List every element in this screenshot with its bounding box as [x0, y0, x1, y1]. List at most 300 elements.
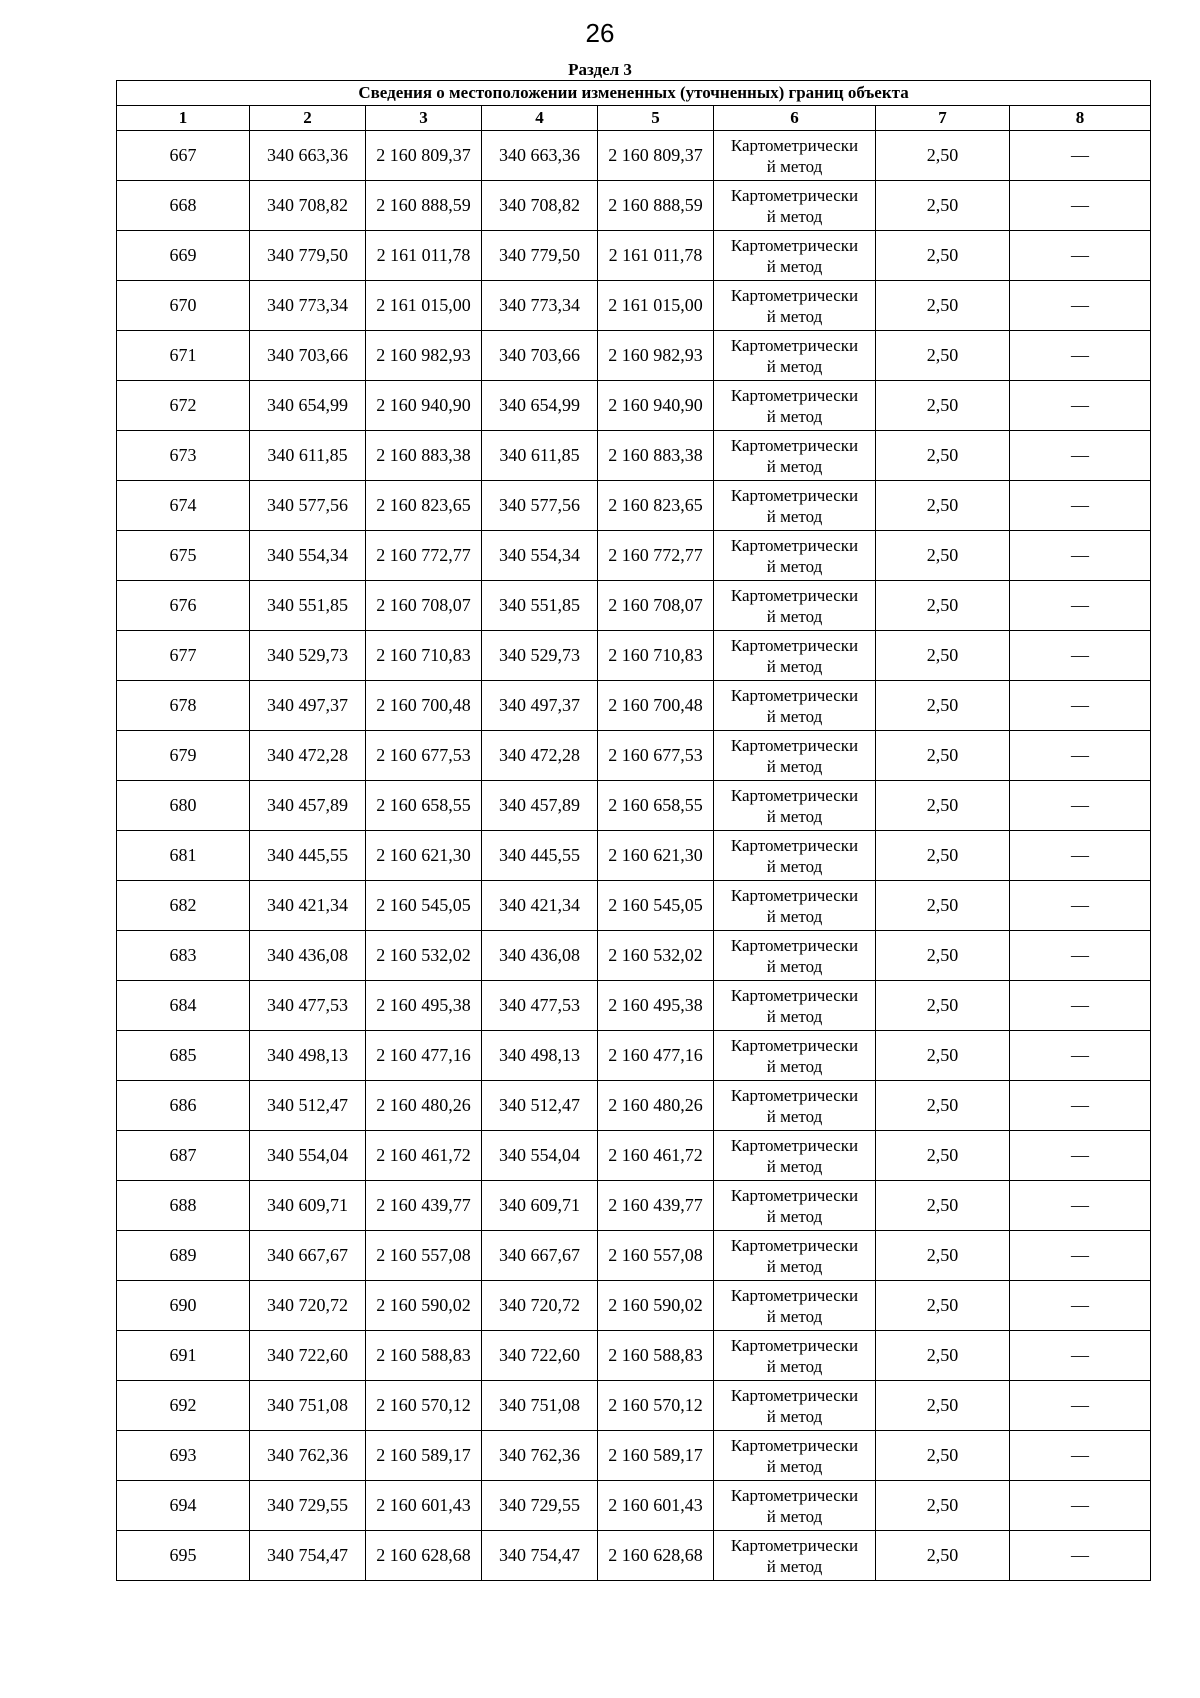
method-cell [714, 381, 876, 431]
existing-x-cell: 340 497,37 [250, 681, 366, 731]
point-number-cell: 677 [117, 631, 250, 681]
existing-x-cell: 340 729,55 [250, 1481, 366, 1531]
description-cell: — [1010, 1381, 1151, 1431]
method-line-1: Картометрически [730, 385, 859, 405]
method-line-1: Картометрически [730, 335, 859, 355]
refined-y-cell: 2 160 940,90 [598, 381, 714, 431]
precision-cell: 2,50 [876, 131, 1010, 181]
refined-y-cell: 2 160 700,48 [598, 681, 714, 731]
description-cell: — [1010, 281, 1151, 331]
method-cell [714, 231, 876, 281]
refined-x-cell: 340 667,67 [482, 1231, 598, 1281]
refined-y-cell: 2 160 628,68 [598, 1531, 714, 1581]
method-line-1: Картометрически [730, 1535, 859, 1555]
refined-y-cell: 2 160 557,08 [598, 1231, 714, 1281]
refined-y-cell: 2 160 809,37 [598, 131, 714, 181]
precision-cell: 2,50 [876, 631, 1010, 681]
description-cell: — [1010, 881, 1151, 931]
page-number: 26 [585, 18, 615, 48]
method-line-2: й метод [766, 856, 823, 876]
point-number-cell: 679 [117, 731, 250, 781]
method-line-2: й метод [766, 356, 823, 376]
existing-x-cell: 340 551,85 [250, 581, 366, 631]
method-line-2: й метод [766, 756, 823, 776]
description-cell: — [1010, 631, 1151, 681]
point-number-cell: 673 [117, 431, 250, 481]
method-cell [714, 1281, 876, 1331]
description-cell: — [1010, 381, 1151, 431]
table-row [117, 981, 1151, 1031]
existing-x-cell: 340 421,34 [250, 881, 366, 931]
existing-y-cell: 2 160 809,37 [366, 131, 482, 181]
method-cell [714, 1181, 876, 1231]
point-number-cell: 692 [117, 1381, 250, 1431]
description-cell: — [1010, 231, 1151, 281]
refined-y-cell: 2 160 772,77 [598, 531, 714, 581]
method-line-2: й метод [766, 1556, 823, 1576]
existing-y-cell: 2 160 677,53 [366, 731, 482, 781]
refined-y-cell: 2 161 015,00 [598, 281, 714, 331]
method-cell [714, 1081, 876, 1131]
precision-cell: 2,50 [876, 381, 1010, 431]
description-cell: — [1010, 1081, 1151, 1131]
point-number-cell: 687 [117, 1131, 250, 1181]
existing-x-cell: 340 762,36 [250, 1431, 366, 1481]
existing-x-cell: 340 609,71 [250, 1181, 366, 1231]
section-title: Раздел 3 [568, 60, 632, 79]
method-line-1: Картометрически [730, 1185, 859, 1205]
description-cell: — [1010, 781, 1151, 831]
existing-x-cell: 340 720,72 [250, 1281, 366, 1331]
description-cell: — [1010, 1531, 1151, 1581]
table-row [117, 881, 1151, 931]
method-line-1: Картометрически [730, 985, 859, 1005]
refined-y-cell: 2 160 532,02 [598, 931, 714, 981]
existing-y-cell: 2 160 589,17 [366, 1431, 482, 1481]
description-cell: — [1010, 981, 1151, 1031]
precision-cell: 2,50 [876, 281, 1010, 331]
refined-x-cell: 340 779,50 [482, 231, 598, 281]
refined-y-cell: 2 160 621,30 [598, 831, 714, 881]
description-cell: — [1010, 931, 1151, 981]
refined-y-cell: 2 160 439,77 [598, 1181, 714, 1231]
method-line-1: Картометрически [730, 1335, 859, 1355]
column-number-1: 1 [117, 106, 250, 131]
table-row [117, 1181, 1151, 1231]
refined-x-cell: 340 751,08 [482, 1381, 598, 1431]
point-number-cell: 676 [117, 581, 250, 631]
method-line-1: Картометрически [730, 1235, 859, 1255]
refined-x-cell: 340 512,47 [482, 1081, 598, 1131]
method-cell [714, 131, 876, 181]
method-line-1: Картометрически [730, 1485, 859, 1505]
table-body [117, 131, 1151, 1581]
refined-y-cell: 2 160 570,12 [598, 1381, 714, 1431]
table-row [117, 1431, 1151, 1481]
table-row [117, 1531, 1151, 1581]
point-number-cell: 670 [117, 281, 250, 331]
existing-x-cell: 340 554,04 [250, 1131, 366, 1181]
existing-y-cell: 2 160 708,07 [366, 581, 482, 631]
precision-cell: 2,50 [876, 1431, 1010, 1481]
refined-y-cell: 2 161 011,78 [598, 231, 714, 281]
table-row [117, 831, 1151, 881]
description-cell: — [1010, 331, 1151, 381]
refined-x-cell: 340 497,37 [482, 681, 598, 731]
precision-cell: 2,50 [876, 331, 1010, 381]
method-line-2: й метод [766, 706, 823, 726]
refined-x-cell: 340 436,08 [482, 931, 598, 981]
method-cell [714, 1231, 876, 1281]
point-number-cell: 667 [117, 131, 250, 181]
point-number-cell: 684 [117, 981, 250, 1031]
refined-y-cell: 2 160 601,43 [598, 1481, 714, 1531]
existing-y-cell: 2 161 015,00 [366, 281, 482, 331]
method-line-1: Картометрически [730, 1035, 859, 1055]
refined-y-cell: 2 160 710,83 [598, 631, 714, 681]
method-line-1: Картометрически [730, 635, 859, 655]
method-line-2: й метод [766, 1456, 823, 1476]
method-line-1: Картометрически [730, 235, 859, 255]
table-row [117, 331, 1151, 381]
existing-y-cell: 2 160 658,55 [366, 781, 482, 831]
precision-cell: 2,50 [876, 531, 1010, 581]
existing-x-cell: 340 577,56 [250, 481, 366, 531]
description-cell: — [1010, 731, 1151, 781]
refined-x-cell: 340 457,89 [482, 781, 598, 831]
table-row [117, 131, 1151, 181]
method-cell [714, 831, 876, 881]
method-cell [714, 1331, 876, 1381]
point-number-cell: 685 [117, 1031, 250, 1081]
precision-cell: 2,50 [876, 1081, 1010, 1131]
existing-x-cell: 340 554,34 [250, 531, 366, 581]
method-cell [714, 881, 876, 931]
point-number-cell: 671 [117, 331, 250, 381]
point-number-cell: 695 [117, 1531, 250, 1581]
method-line-1: Картометрически [730, 485, 859, 505]
table-row [117, 1081, 1151, 1131]
precision-cell: 2,50 [876, 1331, 1010, 1381]
method-line-1: Картометрически [730, 1435, 859, 1455]
existing-y-cell: 2 160 545,05 [366, 881, 482, 931]
table-caption: Сведения о местоположении измененных (уточненных) границ объекта [117, 81, 1151, 106]
method-line-1: Картометрически [730, 1135, 859, 1155]
method-cell [714, 581, 876, 631]
method-line-2: й метод [766, 206, 823, 226]
precision-cell: 2,50 [876, 181, 1010, 231]
precision-cell: 2,50 [876, 231, 1010, 281]
existing-y-cell: 2 160 982,93 [366, 331, 482, 381]
precision-cell: 2,50 [876, 831, 1010, 881]
column-number-3: 3 [366, 106, 482, 131]
method-line-1: Картометрически [730, 1085, 859, 1105]
precision-cell: 2,50 [876, 1531, 1010, 1581]
description-cell: — [1010, 1431, 1151, 1481]
method-line-2: й метод [766, 1056, 823, 1076]
existing-x-cell: 340 445,55 [250, 831, 366, 881]
refined-x-cell: 340 611,85 [482, 431, 598, 481]
method-line-2: й метод [766, 1256, 823, 1276]
method-cell [714, 481, 876, 531]
existing-y-cell: 2 160 710,83 [366, 631, 482, 681]
refined-y-cell: 2 160 888,59 [598, 181, 714, 231]
point-number-cell: 681 [117, 831, 250, 881]
precision-cell: 2,50 [876, 481, 1010, 531]
method-line-1: Картометрически [730, 685, 859, 705]
refined-x-cell: 340 477,53 [482, 981, 598, 1031]
existing-y-cell: 2 160 940,90 [366, 381, 482, 431]
method-line-2: й метод [766, 506, 823, 526]
table-row [117, 181, 1151, 231]
precision-cell: 2,50 [876, 981, 1010, 1031]
method-cell [714, 681, 876, 731]
description-cell: — [1010, 1231, 1151, 1281]
method-line-1: Картометрически [730, 1285, 859, 1305]
method-line-2: й метод [766, 556, 823, 576]
method-cell [714, 781, 876, 831]
method-line-1: Картометрически [730, 885, 859, 905]
refined-x-cell: 340 729,55 [482, 1481, 598, 1531]
point-number-cell: 668 [117, 181, 250, 231]
refined-x-cell: 340 577,56 [482, 481, 598, 531]
table-row [117, 1381, 1151, 1431]
column-number-2: 2 [250, 106, 366, 131]
precision-cell: 2,50 [876, 1381, 1010, 1431]
refined-y-cell: 2 160 461,72 [598, 1131, 714, 1181]
method-cell [714, 531, 876, 581]
method-cell [714, 631, 876, 681]
method-line-1: Картометрически [730, 585, 859, 605]
refined-y-cell: 2 160 708,07 [598, 581, 714, 631]
description-cell: — [1010, 1331, 1151, 1381]
point-number-cell: 683 [117, 931, 250, 981]
table-row [117, 1131, 1151, 1181]
method-line-2: й метод [766, 156, 823, 176]
column-number-5: 5 [598, 106, 714, 131]
method-line-2: й метод [766, 906, 823, 926]
method-cell [714, 1131, 876, 1181]
refined-x-cell: 340 498,13 [482, 1031, 598, 1081]
refined-y-cell: 2 160 823,65 [598, 481, 714, 531]
existing-x-cell: 340 667,67 [250, 1231, 366, 1281]
method-line-2: й метод [766, 256, 823, 276]
existing-y-cell: 2 160 700,48 [366, 681, 482, 731]
method-line-2: й метод [766, 656, 823, 676]
refined-x-cell: 340 703,66 [482, 331, 598, 381]
method-line-1: Картометрически [730, 735, 859, 755]
description-cell: — [1010, 431, 1151, 481]
table-row [117, 731, 1151, 781]
table-row [117, 1231, 1151, 1281]
refined-x-cell: 340 762,36 [482, 1431, 598, 1481]
description-cell: — [1010, 1131, 1151, 1181]
point-number-cell: 690 [117, 1281, 250, 1331]
table-row [117, 481, 1151, 531]
method-line-1: Картометрически [730, 935, 859, 955]
description-cell: — [1010, 831, 1151, 881]
method-cell [714, 281, 876, 331]
precision-cell: 2,50 [876, 681, 1010, 731]
method-cell [714, 1481, 876, 1531]
method-line-2: й метод [766, 1506, 823, 1526]
existing-y-cell: 2 160 477,16 [366, 1031, 482, 1081]
method-line-2: й метод [766, 1306, 823, 1326]
refined-y-cell: 2 160 677,53 [598, 731, 714, 781]
existing-y-cell: 2 160 772,77 [366, 531, 482, 581]
method-cell [714, 981, 876, 1031]
point-number-cell: 693 [117, 1431, 250, 1481]
refined-x-cell: 340 722,60 [482, 1331, 598, 1381]
existing-x-cell: 340 498,13 [250, 1031, 366, 1081]
refined-y-cell: 2 160 495,38 [598, 981, 714, 1031]
existing-y-cell: 2 160 495,38 [366, 981, 482, 1031]
method-cell [714, 1431, 876, 1481]
method-cell [714, 1531, 876, 1581]
refined-x-cell: 340 554,34 [482, 531, 598, 581]
existing-x-cell: 340 779,50 [250, 231, 366, 281]
existing-y-cell: 2 160 480,26 [366, 1081, 482, 1131]
refined-y-cell: 2 160 480,26 [598, 1081, 714, 1131]
table-row [117, 1031, 1151, 1081]
method-line-2: й метод [766, 1206, 823, 1226]
refined-x-cell: 340 472,28 [482, 731, 598, 781]
refined-y-cell: 2 160 982,93 [598, 331, 714, 381]
description-cell: — [1010, 1481, 1151, 1531]
refined-x-cell: 340 445,55 [482, 831, 598, 881]
existing-x-cell: 340 457,89 [250, 781, 366, 831]
description-cell: — [1010, 681, 1151, 731]
existing-y-cell: 2 160 439,77 [366, 1181, 482, 1231]
refined-y-cell: 2 160 589,17 [598, 1431, 714, 1481]
precision-cell: 2,50 [876, 1481, 1010, 1531]
refined-x-cell: 340 554,04 [482, 1131, 598, 1181]
method-cell [714, 431, 876, 481]
point-number-cell: 694 [117, 1481, 250, 1531]
existing-x-cell: 340 436,08 [250, 931, 366, 981]
table-row [117, 431, 1151, 481]
table-row [117, 931, 1151, 981]
existing-y-cell: 2 160 461,72 [366, 1131, 482, 1181]
precision-cell: 2,50 [876, 931, 1010, 981]
existing-x-cell: 340 611,85 [250, 431, 366, 481]
table-row [117, 531, 1151, 581]
refined-x-cell: 340 663,36 [482, 131, 598, 181]
existing-x-cell: 340 472,28 [250, 731, 366, 781]
refined-y-cell: 2 160 545,05 [598, 881, 714, 931]
refined-x-cell: 340 654,99 [482, 381, 598, 431]
existing-x-cell: 340 754,47 [250, 1531, 366, 1581]
precision-cell: 2,50 [876, 1231, 1010, 1281]
column-number-row [117, 106, 1151, 131]
boundary-coordinates-table [116, 80, 1151, 1581]
refined-x-cell: 340 754,47 [482, 1531, 598, 1581]
description-cell: — [1010, 481, 1151, 531]
existing-y-cell: 2 160 588,83 [366, 1331, 482, 1381]
description-cell: — [1010, 1281, 1151, 1331]
existing-x-cell: 340 663,36 [250, 131, 366, 181]
existing-y-cell: 2 160 888,59 [366, 181, 482, 231]
method-line-2: й метод [766, 1406, 823, 1426]
refined-x-cell: 340 421,34 [482, 881, 598, 931]
method-line-1: Картометрически [730, 535, 859, 555]
existing-y-cell: 2 160 601,43 [366, 1481, 482, 1531]
method-line-1: Картометрически [730, 185, 859, 205]
point-number-cell: 689 [117, 1231, 250, 1281]
point-number-cell: 675 [117, 531, 250, 581]
point-number-cell: 669 [117, 231, 250, 281]
existing-y-cell: 2 160 628,68 [366, 1531, 482, 1581]
table-row [117, 581, 1151, 631]
description-cell: — [1010, 1181, 1151, 1231]
refined-x-cell: 340 773,34 [482, 281, 598, 331]
column-number-4: 4 [482, 106, 598, 131]
precision-cell: 2,50 [876, 731, 1010, 781]
existing-x-cell: 340 529,73 [250, 631, 366, 681]
point-number-cell: 672 [117, 381, 250, 431]
refined-x-cell: 340 609,71 [482, 1181, 598, 1231]
precision-cell: 2,50 [876, 1131, 1010, 1181]
refined-y-cell: 2 160 658,55 [598, 781, 714, 831]
method-line-2: й метод [766, 956, 823, 976]
method-line-2: й метод [766, 606, 823, 626]
method-cell [714, 181, 876, 231]
method-line-2: й метод [766, 1356, 823, 1376]
point-number-cell: 680 [117, 781, 250, 831]
method-line-2: й метод [766, 806, 823, 826]
existing-y-cell: 2 160 621,30 [366, 831, 482, 881]
point-number-cell: 682 [117, 881, 250, 931]
point-number-cell: 686 [117, 1081, 250, 1131]
point-number-cell: 691 [117, 1331, 250, 1381]
table-row [117, 381, 1151, 431]
column-number-8: 8 [1010, 106, 1151, 131]
method-line-1: Картометрически [730, 835, 859, 855]
refined-x-cell: 340 708,82 [482, 181, 598, 231]
table-row [117, 1481, 1151, 1531]
existing-x-cell: 340 773,34 [250, 281, 366, 331]
method-line-1: Картометрически [730, 1385, 859, 1405]
refined-y-cell: 2 160 590,02 [598, 1281, 714, 1331]
description-cell: — [1010, 531, 1151, 581]
existing-y-cell: 2 160 823,65 [366, 481, 482, 531]
table-row [117, 231, 1151, 281]
existing-y-cell: 2 160 883,38 [366, 431, 482, 481]
precision-cell: 2,50 [876, 781, 1010, 831]
refined-y-cell: 2 160 883,38 [598, 431, 714, 481]
description-cell: — [1010, 181, 1151, 231]
table-row [117, 1281, 1151, 1331]
method-cell [714, 331, 876, 381]
method-line-2: й метод [766, 1156, 823, 1176]
table-row [117, 781, 1151, 831]
existing-x-cell: 340 654,99 [250, 381, 366, 431]
existing-y-cell: 2 161 011,78 [366, 231, 482, 281]
existing-y-cell: 2 160 590,02 [366, 1281, 482, 1331]
method-line-2: й метод [766, 406, 823, 426]
method-line-2: й метод [766, 1006, 823, 1026]
method-line-2: й метод [766, 306, 823, 326]
column-number-6: 6 [714, 106, 876, 131]
existing-x-cell: 340 703,66 [250, 331, 366, 381]
method-line-2: й метод [766, 456, 823, 476]
method-line-1: Картометрически [730, 135, 859, 155]
existing-x-cell: 340 722,60 [250, 1331, 366, 1381]
method-line-1: Картометрически [730, 435, 859, 455]
refined-x-cell: 340 551,85 [482, 581, 598, 631]
precision-cell: 2,50 [876, 431, 1010, 481]
refined-x-cell: 340 529,73 [482, 631, 598, 681]
